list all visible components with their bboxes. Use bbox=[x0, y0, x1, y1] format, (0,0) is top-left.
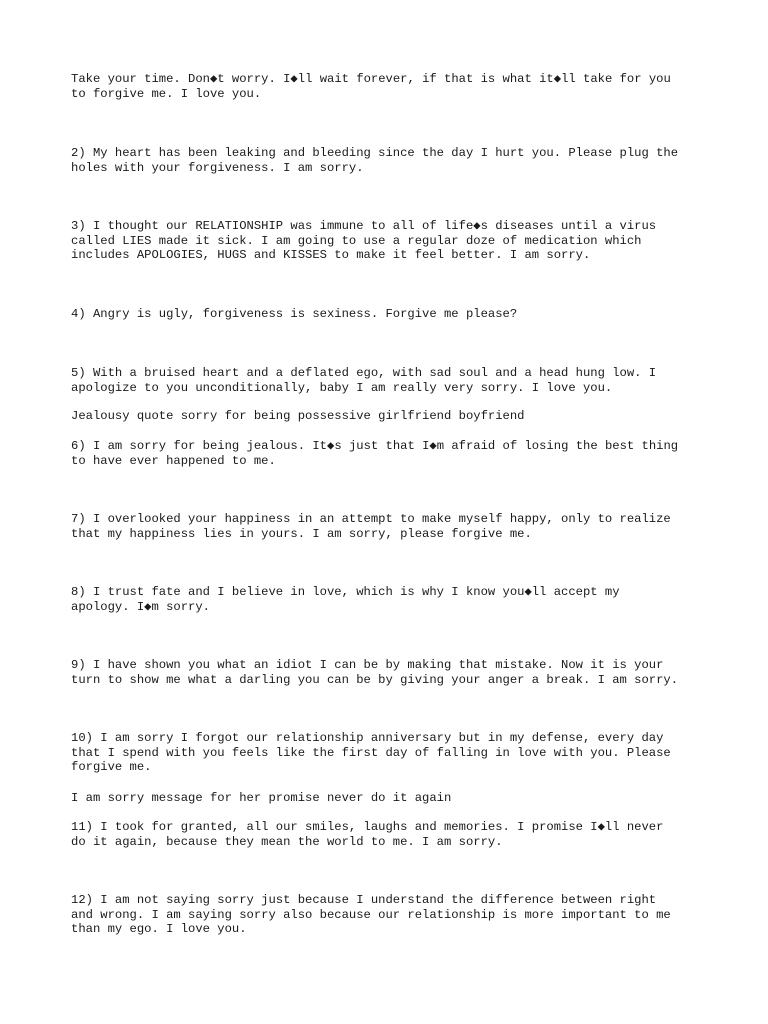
paragraph-item-3: 3) I thought our RELATIONSHIP was immune to all of life◆s diseases until a virus called LIES made it sick. I am going to use a regular doze of medication which includes APOLOGIES, HUGS and KISSES to make it feel better. I am sorry. bbox=[71, 219, 657, 263]
paragraph-item-9: 9) I have shown you what an idiot I can be by making that mistake. Now it is your turn to show me what a darling you can be by giving your anger a break. I am sorry. bbox=[71, 658, 679, 687]
section-heading-promise: I am sorry message for her promise never do it again bbox=[71, 791, 452, 805]
paragraph-item-2: 2) My heart has been leaking and bleeding since the day I hurt you. Please plug the holes with your forgiveness. I am sorry. bbox=[71, 146, 679, 175]
paragraph-item-4: 4) Angry is ugly, forgiveness is sexiness. Forgive me please? bbox=[71, 307, 518, 321]
paragraph-intro: Take your time. Don◆t worry. I◆ll wait forever, if that is what it◆ll take for you to forgive me. I love you. bbox=[71, 72, 671, 101]
paragraph-item-12: 12) I am not saying sorry just because I understand the difference between right and wrong. I am saying sorry also because our relationship is more important to me than my ego. I love you. bbox=[71, 893, 671, 937]
section-heading-jealousy: Jealousy quote sorry for being possessive girlfriend boyfriend bbox=[71, 409, 525, 423]
paragraph-item-11: 11) I took for granted, all our smiles, laughs and memories. I promise I◆ll never do it again, because they mean the world to me. I am sorry. bbox=[71, 820, 664, 849]
paragraph-item-7: 7) I overlooked your happiness in an attempt to make myself happy, only to realize that my happiness lies in yours. I am sorry, please forgive me. bbox=[71, 512, 671, 541]
paragraph-item-5: 5) With a bruised heart and a deflated ego, with sad soul and a head hung low. I apologize to you unconditionally, baby I am really very sorry. I love you. bbox=[71, 366, 657, 395]
paragraph-item-8: 8) I trust fate and I believe in love, which is why I know you◆ll accept my apology. I◆m sorry. bbox=[71, 585, 620, 614]
paragraph-item-10: 10) I am sorry I forgot our relationship anniversary but in my defense, every day that I spend with you feels like the first day of falling in love with you. Please forgive me. bbox=[71, 731, 671, 775]
paragraph-item-6: 6) I am sorry for being jealous. It◆s just that I◆m afraid of losing the best thing to have ever happened to me. bbox=[71, 439, 679, 468]
